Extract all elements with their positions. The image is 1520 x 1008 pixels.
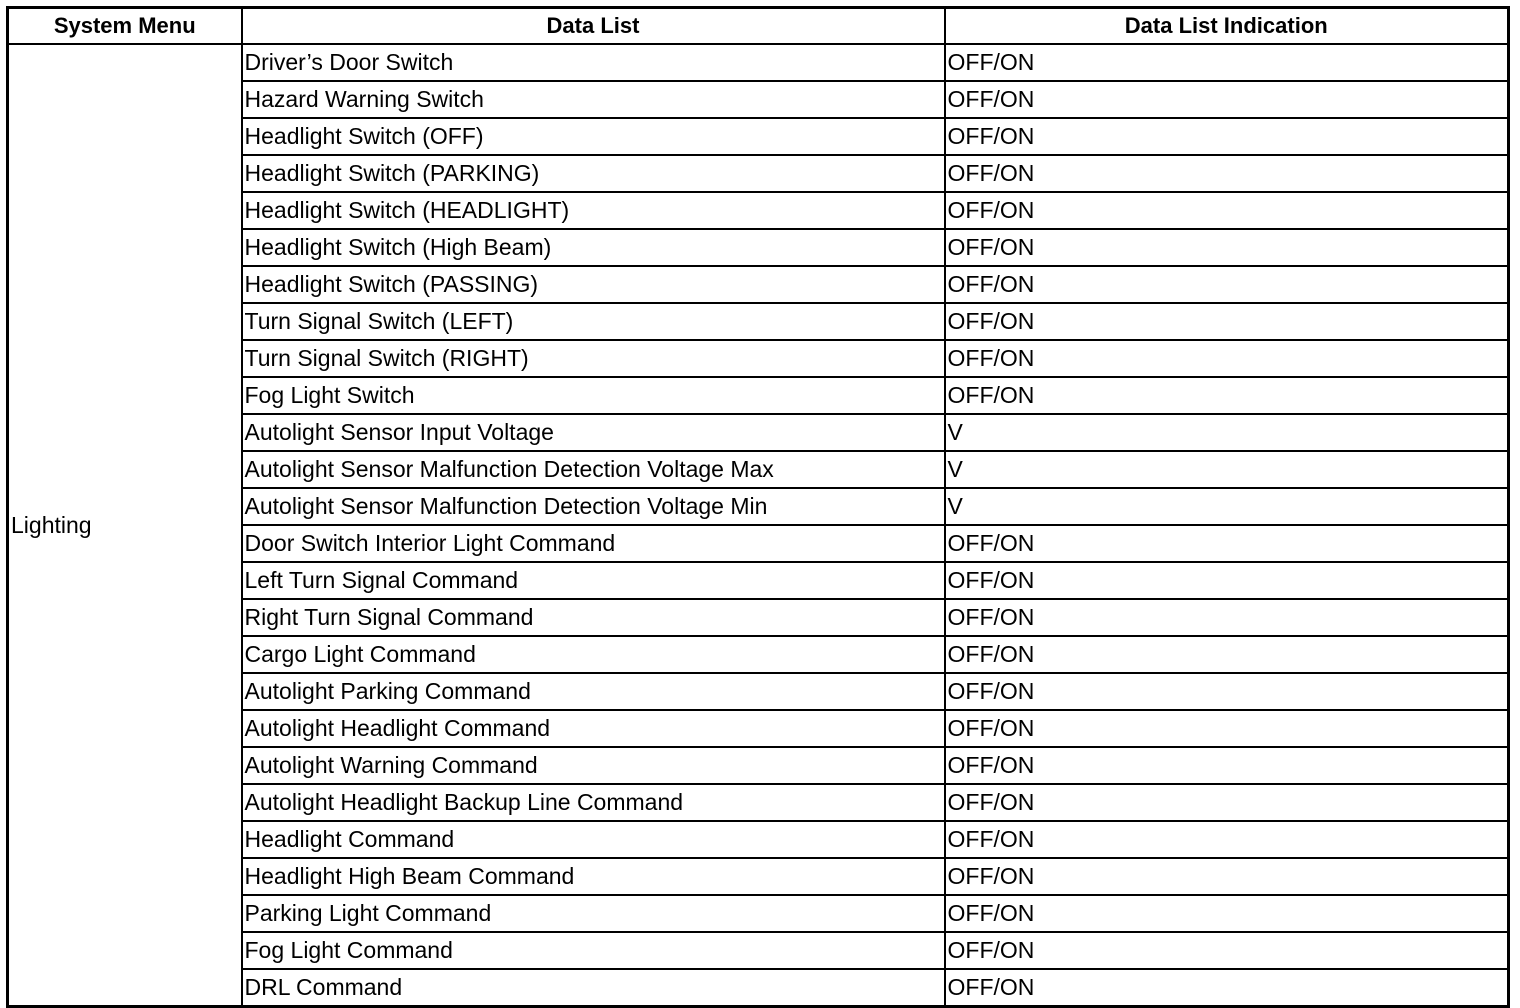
data-list-item: Headlight Switch (PARKING): [242, 155, 945, 192]
data-list-item: Fog Light Command: [242, 932, 945, 969]
data-list-item: Autolight Parking Command: [242, 673, 945, 710]
data-list-indication: OFF/ON: [945, 673, 1509, 710]
system-menu-cell: Lighting: [8, 44, 242, 1007]
data-list-item: Turn Signal Switch (RIGHT): [242, 340, 945, 377]
data-list-indication: OFF/ON: [945, 192, 1509, 229]
header-data-list: Data List: [242, 8, 945, 45]
header-system-menu: System Menu: [8, 8, 242, 45]
data-list-indication: OFF/ON: [945, 525, 1509, 562]
data-list-indication: OFF/ON: [945, 821, 1509, 858]
data-list-indication: OFF/ON: [945, 303, 1509, 340]
data-list-indication: OFF/ON: [945, 710, 1509, 747]
table-row: [8, 44, 1509, 81]
data-list-indication: OFF/ON: [945, 599, 1509, 636]
data-list-indication: V: [945, 451, 1509, 488]
data-list-item: Autolight Headlight Backup Line Command: [242, 784, 945, 821]
data-list-item: Fog Light Switch: [242, 377, 945, 414]
data-list-indication: OFF/ON: [945, 636, 1509, 673]
data-list-indication: OFF/ON: [945, 932, 1509, 969]
data-list-item: Parking Light Command: [242, 895, 945, 932]
data-list-item: Headlight Switch (HEADLIGHT): [242, 192, 945, 229]
data-list-item: Headlight Switch (PASSING): [242, 266, 945, 303]
data-list-item: Headlight Switch (OFF): [242, 118, 945, 155]
data-list-indication: V: [945, 488, 1509, 525]
data-list-item: Autolight Sensor Malfunction Detection Voltage Max: [242, 451, 945, 488]
data-list-item: Driver’s Door Switch: [242, 44, 945, 81]
data-list-item: Autolight Headlight Command: [242, 710, 945, 747]
data-list-indication: OFF/ON: [945, 377, 1509, 414]
data-list-item: Headlight Switch (High Beam): [242, 229, 945, 266]
header-data-list-indication: Data List Indication: [945, 8, 1509, 45]
data-list-item: Left Turn Signal Command: [242, 562, 945, 599]
data-list-item: DRL Command: [242, 969, 945, 1007]
data-list-item: Right Turn Signal Command: [242, 599, 945, 636]
data-list-indication: OFF/ON: [945, 340, 1509, 377]
data-list-item: Autolight Warning Command: [242, 747, 945, 784]
data-list-item: Cargo Light Command: [242, 636, 945, 673]
data-list-item: Autolight Sensor Malfunction Detection Voltage Min: [242, 488, 945, 525]
data-list-indication: OFF/ON: [945, 44, 1509, 81]
data-list-indication: V: [945, 414, 1509, 451]
data-list-indication: OFF/ON: [945, 747, 1509, 784]
header-row: [8, 8, 1509, 45]
data-list-indication: OFF/ON: [945, 155, 1509, 192]
data-list-indication: OFF/ON: [945, 81, 1509, 118]
data-list-indication: OFF/ON: [945, 229, 1509, 266]
data-list-table: [6, 6, 1510, 1008]
data-list-indication: OFF/ON: [945, 784, 1509, 821]
data-list-item: Headlight High Beam Command: [242, 858, 945, 895]
data-list-item: Turn Signal Switch (LEFT): [242, 303, 945, 340]
table-body: [8, 44, 1509, 1007]
data-list-indication: OFF/ON: [945, 266, 1509, 303]
data-list-indication: OFF/ON: [945, 858, 1509, 895]
data-list-indication: OFF/ON: [945, 895, 1509, 932]
data-list-item: Autolight Sensor Input Voltage: [242, 414, 945, 451]
data-list-item: Hazard Warning Switch: [242, 81, 945, 118]
data-list-item: Door Switch Interior Light Command: [242, 525, 945, 562]
data-list-indication: OFF/ON: [945, 562, 1509, 599]
data-list-indication: OFF/ON: [945, 969, 1509, 1007]
data-list-indication: OFF/ON: [945, 118, 1509, 155]
data-list-item: Headlight Command: [242, 821, 945, 858]
